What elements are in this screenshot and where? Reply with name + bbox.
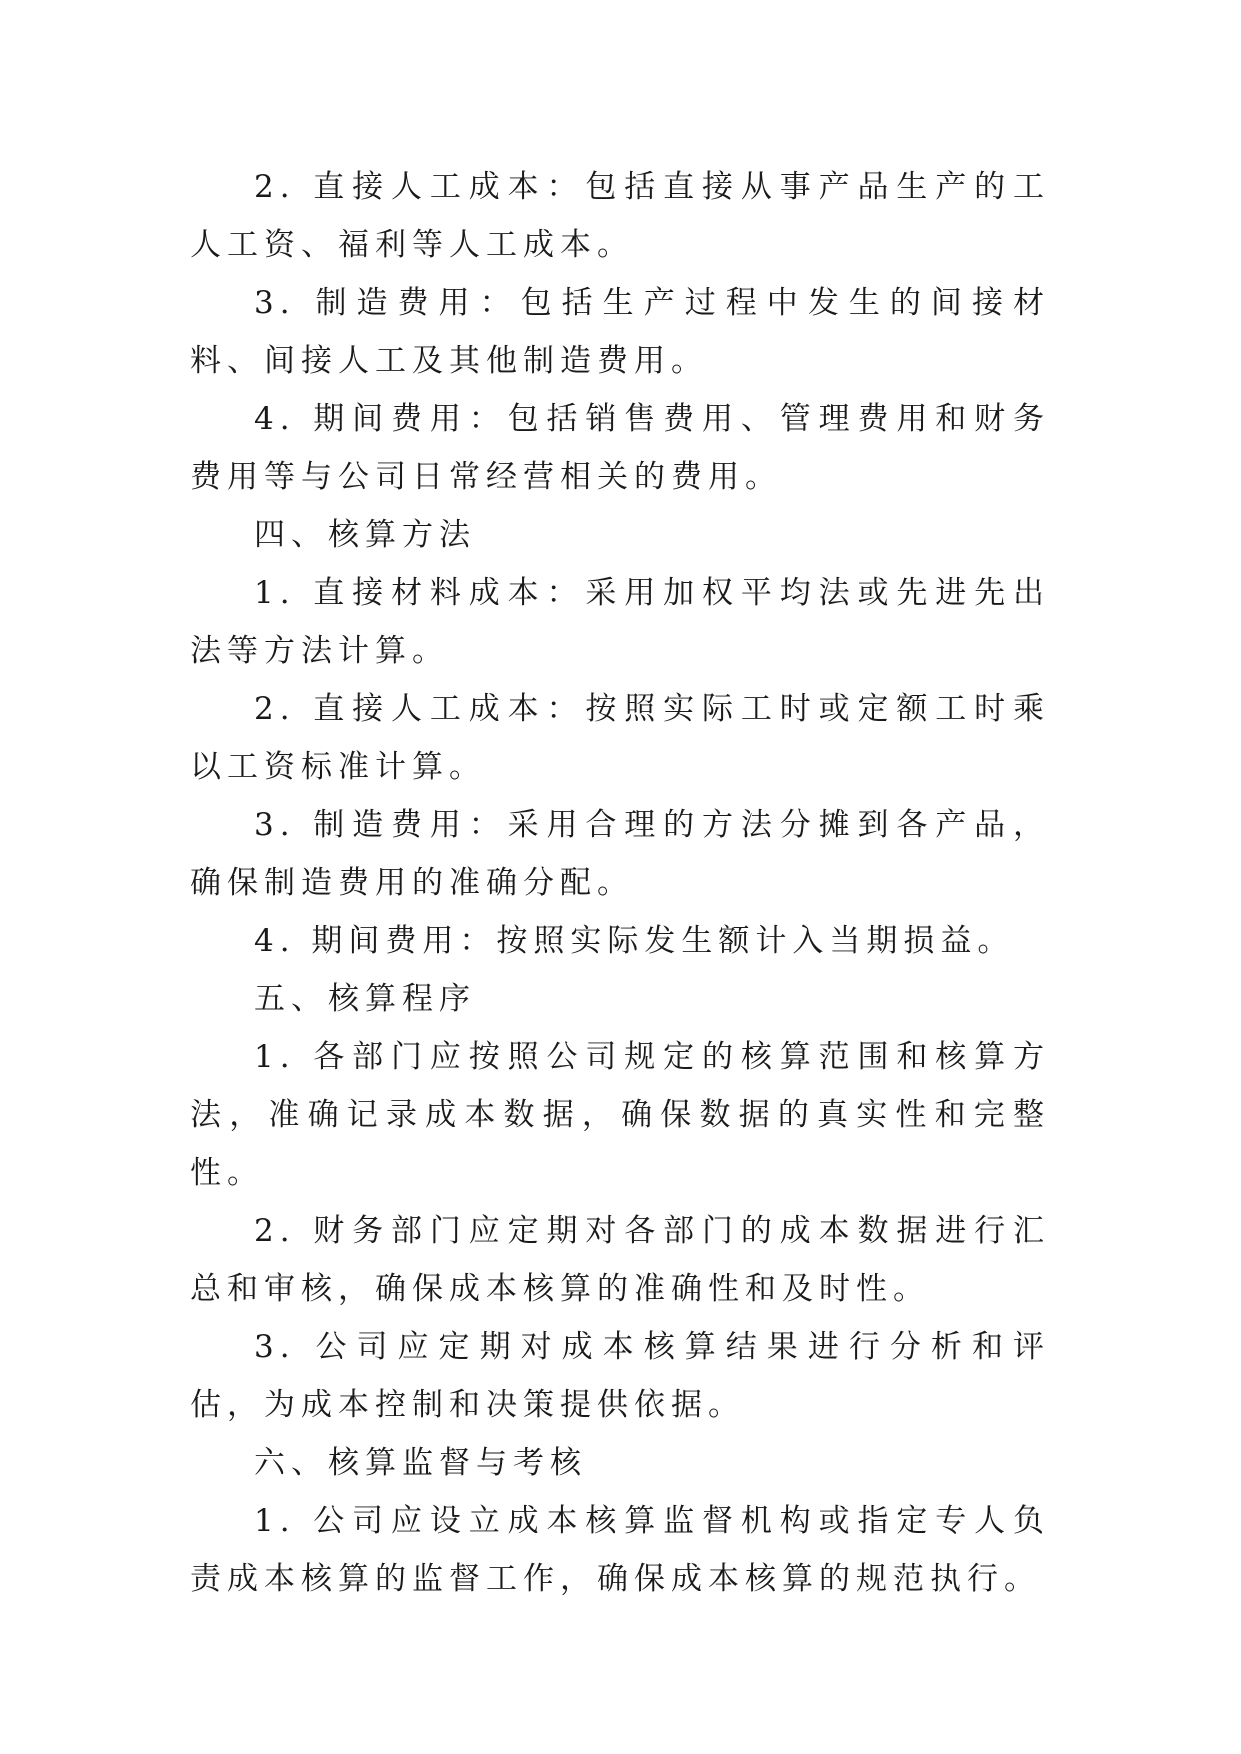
paragraph-method-period: 4. 期间费用：按照实际发生额计入当期损益。 <box>254 923 1015 959</box>
paragraph-procedure-finance: 2. 财务部门应定期对各部门的成本数据进行汇总和审核，确保成本核算的准确性和及时性。 <box>190 1213 1050 1307</box>
document-body <box>190 158 1050 1608</box>
paragraph-labor-cost: 2. 直接人工成本：包括直接从事产品生产的工人工资、福利等人工成本。 <box>190 169 1050 263</box>
section-heading-methods: 四、核算方法 <box>254 517 476 553</box>
section-heading-supervision: 六、核算监督与考核 <box>254 1445 587 1481</box>
paragraph-procedure-departments: 1. 各部门应按照公司规定的核算范围和核算方法，准确记录成本数据，确保数据的真实性和完整性。 <box>190 1039 1050 1191</box>
paragraph-method-overhead: 3. 制造费用：采用合理的方法分摊到各产品，确保制造费用的准确分配。 <box>190 807 1050 901</box>
paragraph-manufacturing-overhead: 3. 制造费用：包括生产过程中发生的间接材料、间接人工及其他制造费用。 <box>190 285 1050 379</box>
paragraph-procedure-analysis: 3. 公司应定期对成本核算结果进行分析和评估，为成本控制和决策提供依据。 <box>190 1329 1050 1423</box>
paragraph-method-labor: 2. 直接人工成本：按照实际工时或定额工时乘以工资标准计算。 <box>190 691 1050 785</box>
paragraph-supervision-body: 1. 公司应设立成本核算监督机构或指定专人负责成本核算的监督工作，确保成本核算的规范执行。 <box>190 1503 1050 1597</box>
section-heading-procedure: 五、核算程序 <box>254 981 476 1017</box>
paragraph-period-expenses: 4. 期间费用：包括销售费用、管理费用和财务费用等与公司日常经营相关的费用。 <box>190 401 1050 495</box>
paragraph-method-material: 1. 直接材料成本：采用加权平均法或先进先出法等方法计算。 <box>190 575 1050 669</box>
